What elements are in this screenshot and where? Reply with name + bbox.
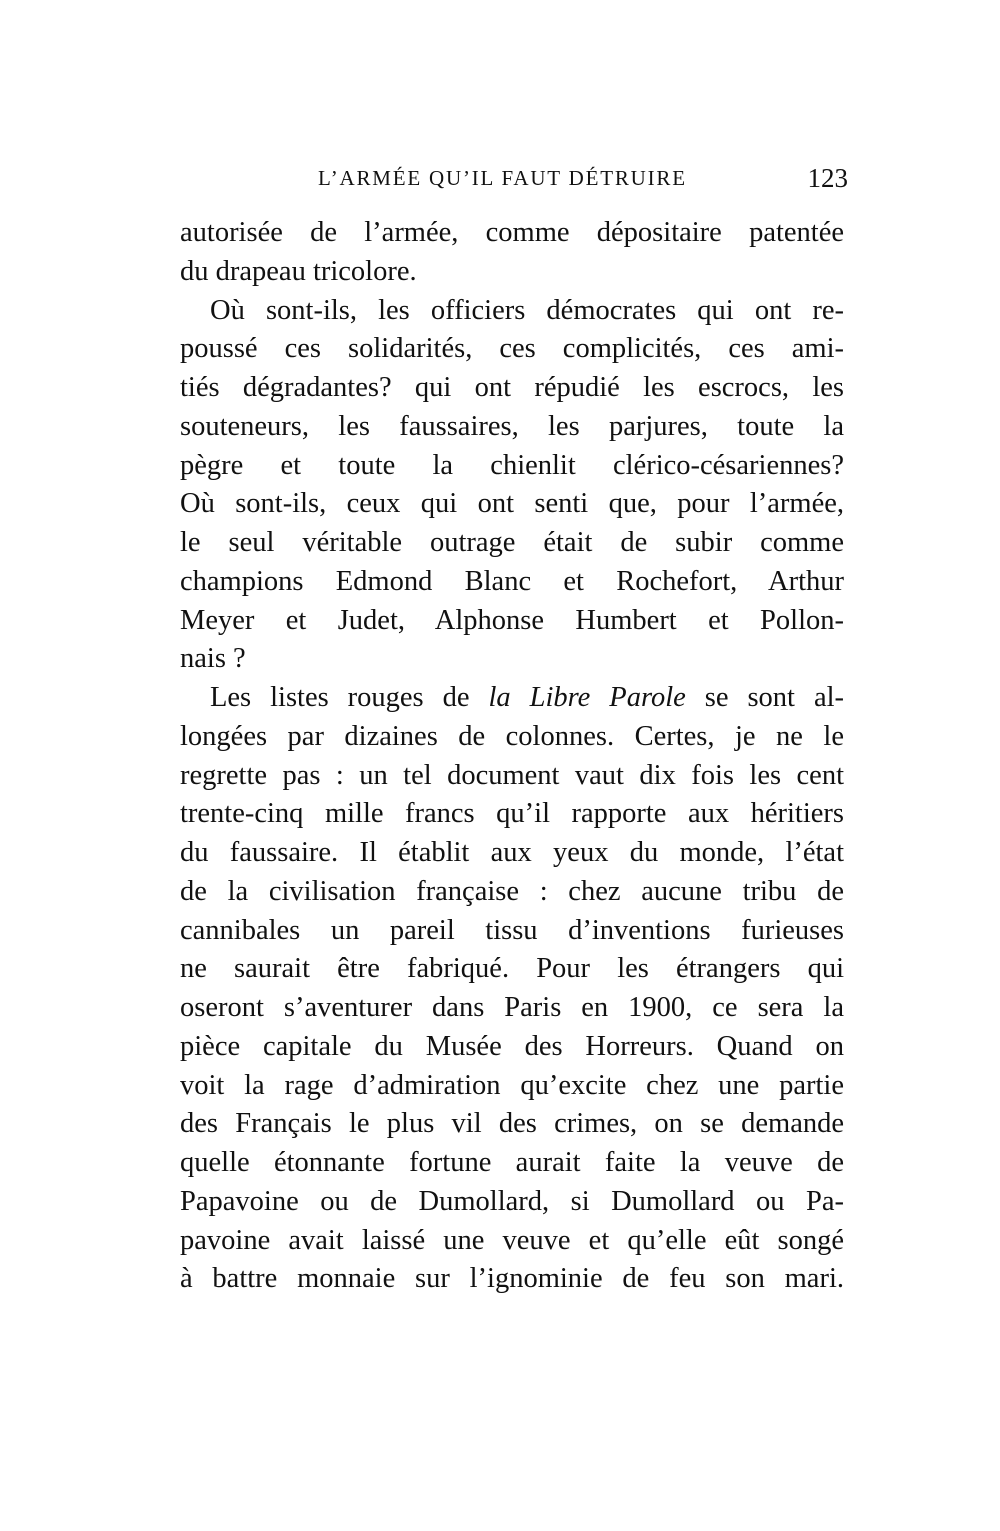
text-line: des Français le plus vil des crimes, on se demande [180, 1108, 844, 1140]
text-line: autorisée de l’armée, comme dépositaire patentée [180, 217, 844, 248]
text-line: à battre monnaie sur l’ignominie de feu son mari. [180, 1263, 844, 1295]
paragraph-3 [180, 679, 844, 1299]
text-line: pègre et toute la chienlit clérico-césariennes? [180, 449, 844, 481]
running-title: L’ARMÉE QU’IL FAUT DÉTRUIRE [318, 166, 687, 190]
text-line: voit la rage d’admiration qu’excite chez une partie [180, 1069, 844, 1101]
text-run: se sont al- [685, 682, 844, 713]
text-line: oseront s’aventurer dans Paris en 1900, ce sera la [180, 992, 844, 1023]
text-line: regrette pas : un tel document vaut dix fois les cent [180, 759, 844, 791]
text-line: Meyer et Judet, Alphonse Humbert et Pollon- [180, 604, 844, 636]
text-line: champions Edmond Blanc et Rochefort, Arthur [180, 565, 844, 597]
text-line: tiés dégradantes? qui ont répudié les escrocs, les [180, 372, 844, 403]
text-line: ne saurait être fabriqué. Pour les étrangers qui [180, 953, 844, 985]
text-line: Papavoine ou de Dumollard, si Dumollard ou Pa- [180, 1185, 844, 1217]
text-line: nais ? [180, 643, 246, 675]
text-line: pavoine avait laissé une veuve et qu’elle eût songé [180, 1224, 844, 1256]
running-head [180, 163, 848, 206]
text-line: Où sont-ils, ceux qui ont senti que, pour l’armée, [180, 488, 844, 520]
text-line: le seul véritable outrage était de subir comme [180, 527, 844, 558]
text-line: cannibales un pareil tissu d’inventions furieuses [180, 914, 844, 946]
paragraph-1 [180, 214, 844, 292]
text-run: Les listes rouges de [210, 682, 489, 713]
text-line-with-title [180, 679, 844, 718]
text-line: trente-cinq mille francs qu’il rapporte aux héritiers [180, 798, 844, 830]
text-line: du faussaire. Il établit aux yeux du monde, l’état [180, 837, 844, 868]
text-line: du drapeau tricolore. [180, 255, 417, 287]
text-line: pièce capitale du Musée des Horreurs. Quand on [180, 1030, 844, 1062]
text-line: Où sont-ils, les officiers démocrates qui ont re- [210, 294, 844, 326]
text-line: de la civilisation française : chez aucune tribu de [180, 875, 844, 907]
page-number: 123 [807, 163, 848, 193]
body-text [180, 214, 844, 1299]
text-line: quelle étonnante fortune aurait faite la veuve de [180, 1147, 844, 1178]
paragraph-2 [180, 292, 844, 680]
text-line: souteneurs, les faussaires, les parjures, toute la [180, 410, 844, 442]
text-line: poussé ces solidarités, ces complicités, ces ami- [180, 333, 844, 365]
newspaper-title: la Libre Parole [488, 682, 686, 713]
text-line: longées par dizaines de colonnes. Certes, je ne le [180, 720, 844, 752]
